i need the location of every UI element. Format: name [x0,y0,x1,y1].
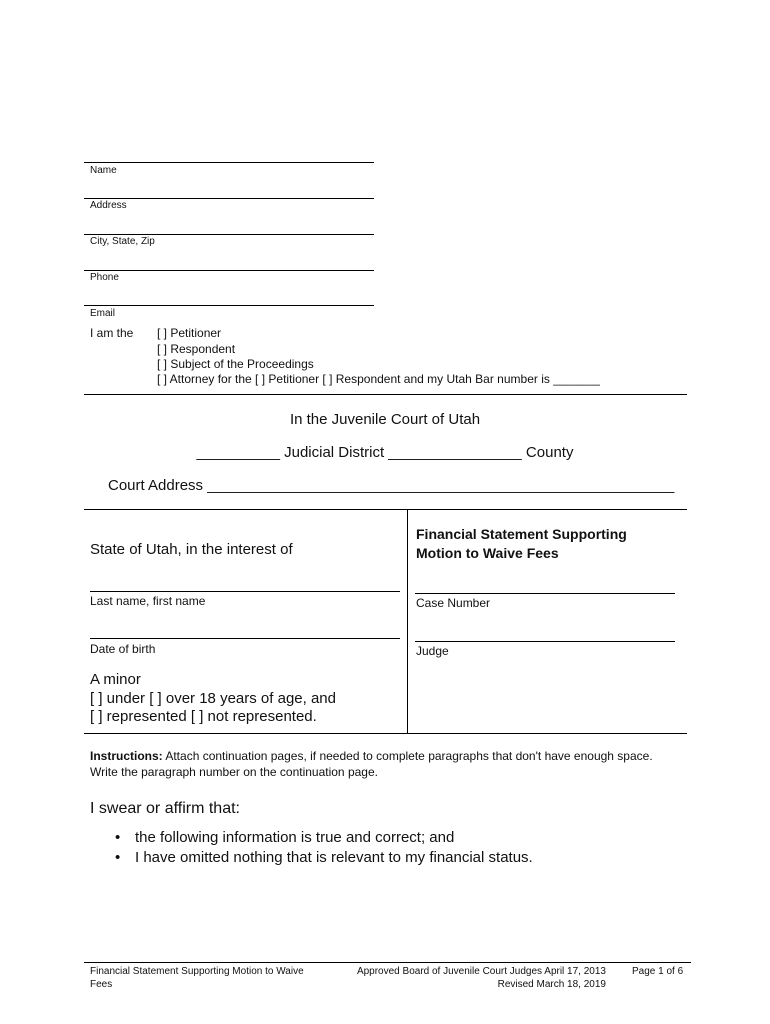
form-title-2: Motion to Waive Fees [416,545,559,561]
respondent-option[interactable]: [ ] Respondent [157,342,236,356]
district-county-line[interactable]: __________ Judicial District ________________ County [196,444,574,461]
dob-line[interactable] [90,638,400,639]
email-label: Email [90,308,116,319]
address-label: Address [90,200,127,211]
footer-title-1: Financial Statement Supporting Motion to Waive [90,966,304,977]
bullet-icon: • [115,829,121,846]
city-state-zip-label: City, State, Zip [90,236,155,247]
phone-line[interactable] [84,270,374,271]
state-interest-label: State of Utah, in the interest of [90,541,293,558]
judge-label: Judge [416,644,449,658]
footer-approved-date: Approved Board of Juvenile Court Judges April 17, 2013 [356,966,606,977]
court-title: In the Juvenile Court of Utah [289,411,481,428]
bullet-item-2 [115,849,533,866]
case-number-label: Case Number [416,596,491,610]
last-first-label: Last name, first name [90,594,206,608]
bullet-item-1 [115,829,454,846]
subject-option[interactable]: [ ] Subject of the Proceedings [157,357,314,371]
email-line[interactable] [84,305,374,306]
footer-divider [84,962,691,963]
bullet-icon: • [115,849,121,866]
bullet-text-2: I have omitted nothing that is relevant to my financial status. [135,849,533,866]
address-line[interactable] [84,198,374,199]
caption-bottom-line [84,733,687,734]
age-options[interactable]: [ ] under [ ] over 18 years of age, and [90,690,336,707]
petitioner-option[interactable]: [ ] Petitioner [157,326,222,340]
footer-revised-date: Revised March 18, 2019 [497,979,606,990]
footer-title-2: Fees [90,979,113,990]
footer-title [90,965,330,991]
name-line[interactable] [84,162,374,163]
swear-heading: I swear or affirm that: [90,800,240,817]
last-first-line[interactable] [90,591,400,592]
city-state-zip-line[interactable] [84,234,374,235]
page-number: Page 1 of 6 [632,966,684,977]
caption-divider [407,509,408,734]
header-divider [84,394,687,395]
dob-label: Date of birth [90,642,156,656]
minor-label: A minor [90,671,141,688]
instructions-label: Instructions: [90,749,163,763]
phone-label: Phone [90,272,119,283]
form-title-1: Financial Statement Supporting [416,526,627,542]
instructions-text [90,748,680,780]
attorney-option[interactable]: [ ] Attorney for the [ ] Petitioner [ ] Respondent and my Utah Bar number is _______ [157,372,600,386]
i-am-the-label: I am the [90,326,134,340]
instructions-body: Attach continuation pages, if needed to complete paragraphs that don't have enough space. Write the paragraph number on the continuation page. [90,749,653,779]
court-address-line[interactable]: Court Address ________________________________________________________ [108,477,675,494]
footer-approved [340,965,606,991]
name-label: Name [90,165,117,176]
caption-top-line [84,509,687,510]
judge-line[interactable] [415,641,675,642]
case-number-line[interactable] [415,593,675,594]
representation-options[interactable]: [ ] represented [ ] not represented. [90,708,317,725]
bullet-text-1: the following information is true and correct; and [135,829,455,846]
